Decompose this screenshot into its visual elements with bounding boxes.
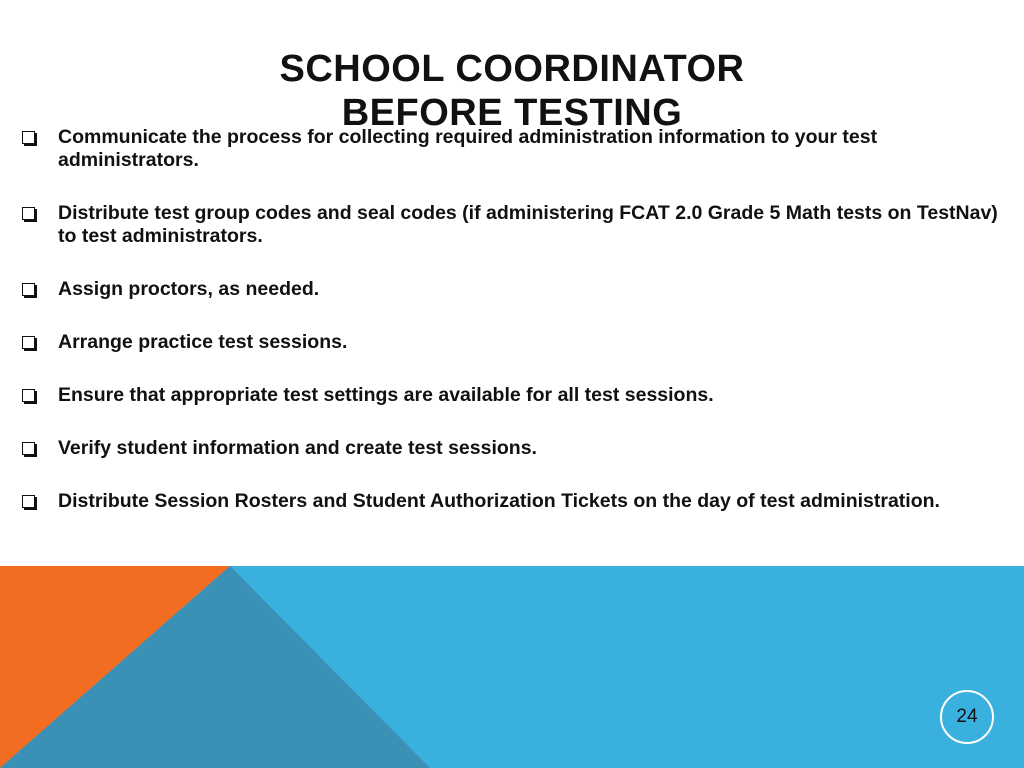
bullet-item [20,384,1005,407]
bullet-text: Ensure that appropriate test settings are available for all test sessions. [58,384,714,406]
decorative-band [0,566,1024,768]
bullet-item [20,331,1005,354]
bullet-text: Communicate the process for collecting required administration information to your test administrators. [58,126,878,171]
bullet-item [20,437,1005,460]
bullet-text: Arrange practice test sessions. [58,331,348,353]
bullet-text: Assign proctors, as needed. [58,278,320,300]
checkbox-bullet-icon [22,336,35,349]
title-line-1: SCHOOL COORDINATOR [279,48,745,91]
checkbox-bullet-icon [22,207,35,220]
bullet-text: Distribute Session Rosters and Student Authorization Tickets on the day of test administration. [58,490,940,512]
bullet-item [20,278,1005,301]
bullet-text: Verify student information and create test sessions. [58,437,537,459]
checkbox-bullet-icon [22,389,35,402]
slide-title [0,47,1024,135]
bullet-item [20,490,1005,513]
bullet-text: Distribute test group codes and seal codes (if administering FCAT 2.0 Grade 5 Math tests on TestNav) to test administrators. [58,202,998,247]
title-line-2: BEFORE TESTING [341,92,683,135]
page-number: 24 [956,706,978,727]
checkbox-bullet-icon [22,283,35,296]
bullet-item [20,126,1005,172]
bullet-item [20,202,1005,248]
checkbox-bullet-icon [22,442,35,455]
checkbox-bullet-icon [22,131,35,144]
bullet-list [20,126,1005,543]
checkbox-bullet-icon [22,495,35,508]
page-number-badge [940,690,994,744]
